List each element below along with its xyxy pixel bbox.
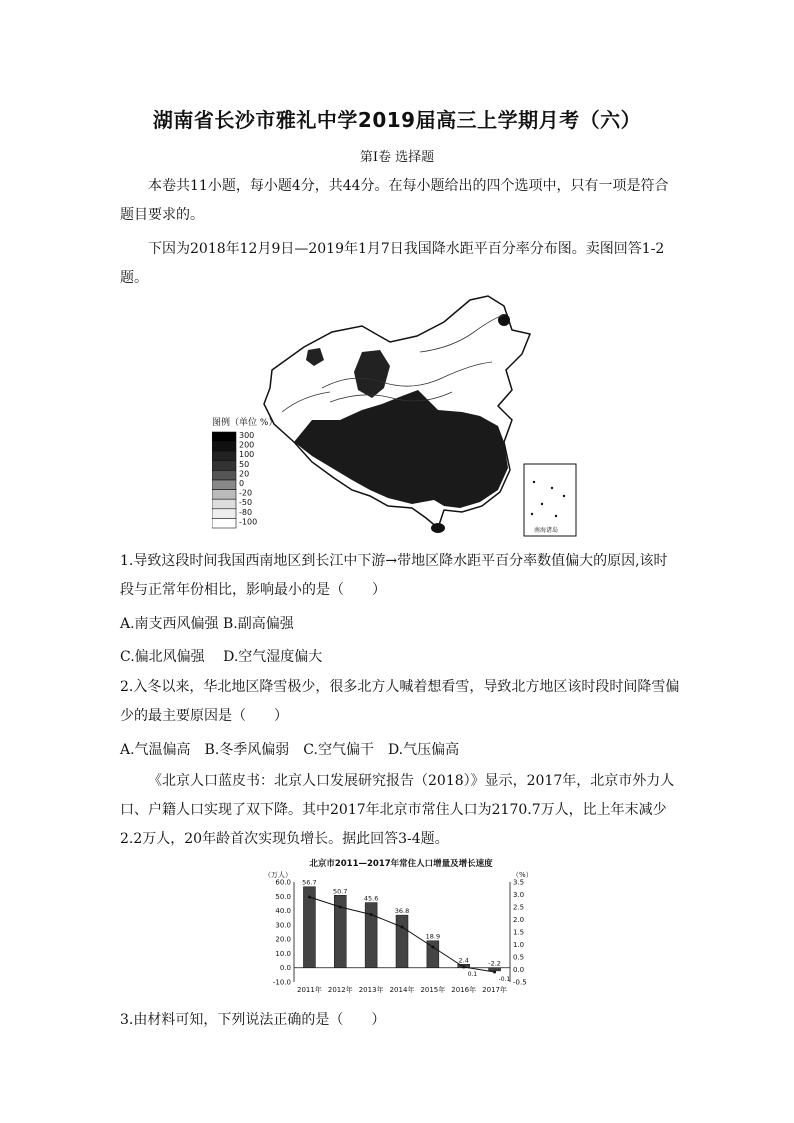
y-tick-right: 2.5 [513,903,525,912]
precipitation-map [212,292,580,538]
map-legend [212,416,277,528]
bar-2013年 [365,903,377,968]
y-axis-left-label: （万人） [264,871,292,879]
legend-swatch [212,470,236,480]
y-tick-right: 1.5 [513,928,525,937]
y-tick-left: 30.0 [275,921,291,930]
y-tick-right: 3.0 [513,891,525,899]
passage-beijing-population: 《北京人口蓝皮书：北京人口发展研究报告（2018）》显示，2017年，北京市外力人口、户籍人口实现了双下降。其中2017年北京市常住人口为2170.7万人，比上年末减少2.2万人，20年龄首次实现负增长。据此回答3-4题。 [120,773,675,847]
x-tick: 2012年 [327,986,353,994]
x-tick: 2015年 [420,986,446,994]
intro-text: 本卷共11小题，每小题4分，共44分。在每小题给出的四个选项中，只有一项是符合题目要求的。 [120,178,669,223]
legend-swatch [212,480,236,490]
question-1-stem: 1.导致这段时间我国西南地区到长江中下游→带地区降水距平百分率数值偏大的原因,该时段与正常年份相比，影响最小的是（ ） [120,553,668,598]
y-tick-right: 2.0 [513,916,525,924]
bar-label: 18.9 [425,932,441,941]
legend-swatch [212,509,236,519]
y-tick-right: 0.0 [513,966,525,974]
legend-swatch [212,432,236,442]
precipitation-map-figure [212,292,580,538]
bar-label: 45.6 [363,894,379,903]
y-tick-left: 20.0 [275,935,291,944]
bar-2014年 [396,915,408,968]
passage-precipitation: 下因为2018年12月9日—2019年1月7日我国降水距平百分率分布图。卖图回答1-2题。 [120,241,665,286]
y-tick-left: 60.0 [275,878,291,887]
question-3-stem: 3.由材料可知，下列说法正确的是（ ） [120,1012,386,1028]
legend-value: -50 [239,498,253,508]
y-tick-right: 3.5 [513,878,525,887]
legend-value: 300 [239,431,255,440]
y-tick-right: 0.5 [513,953,525,962]
page-title: 湖南省长沙市雅礼中学2019届高三上学期月考（六） [152,108,642,132]
question-2-options: A.气温偏高 B.冬季风偏弱 C.空气偏干 D.气压偏高 [120,742,460,758]
growth-rate-label: 0.1 [467,971,478,978]
legend-title: 图例（单位 %） [212,418,278,428]
legend-swatch [212,451,236,461]
legend-value: -20 [239,488,253,498]
legend-value: -80 [239,507,253,517]
y-tick-left: 0.0 [279,964,291,973]
growth-rate-point [493,971,496,974]
growth-rate-point [431,946,434,949]
section-title: 第Ⅰ卷 选择题 [359,150,435,165]
legend-swatch [212,490,236,500]
south-china-sea-inset [524,464,576,536]
anomaly-spot [498,314,510,326]
legend-value: -100 [239,517,258,527]
y-tick-right: 1.0 [513,941,525,949]
growth-rate-point [339,906,342,909]
x-tick: 2011年 [297,986,322,994]
bar-label: -2.2 [488,959,501,968]
y-tick-left: 50.0 [275,892,291,901]
x-tick: 2014年 [389,986,415,994]
legend-value: 20 [239,469,250,479]
question-1-options-ab: A.南支西风偏强 B.副高偏强 [120,616,294,632]
bar-label: 56.7 [302,878,317,887]
legend-value: 200 [239,440,255,450]
population-chart-figure [262,856,540,998]
chart-title: 北京市2011—2017年常住人口增量及增长速度 [309,859,493,869]
growth-rate-point [308,896,311,899]
y-tick-left: 10.0 [275,949,291,958]
growth-rate-point [370,913,373,916]
legend-value: 50 [239,459,250,469]
y-tick-right: -0.5 [513,978,527,987]
growth-rate-point [462,966,465,969]
growth-rate-label: -0.1 [498,976,511,983]
legend-value: 0 [239,479,245,488]
population-chart [262,856,540,998]
bar-2017年 [489,968,501,971]
bar-label: 2.4 [458,956,469,965]
growth-rate-point [401,926,404,929]
inset-label: 南海诸岛 [534,527,559,534]
y-axis-right-label: （%） [512,871,533,879]
question-1-options-cd: C.偏北风偏强 D.空气湿度偏大 [120,649,323,665]
x-tick: 2013年 [358,986,384,994]
question-2-stem: 2.入冬以来，华北地区降雪极少，很多北方人喊着想看雪，导致北方地区该时段时间降雪偏少的最主要原因是（ ） [120,679,680,724]
y-tick-left: -10.0 [272,978,291,987]
bar-label: 36.8 [394,907,410,916]
x-tick: 2016年 [451,986,477,994]
legend-swatch [212,499,236,509]
bar-label: 50.7 [333,887,348,896]
legend-swatch [212,461,236,471]
y-tick-left: 40.0 [275,907,291,916]
legend-swatch [212,442,236,452]
legend-swatch [212,518,236,528]
x-tick: 2017年 [482,986,507,994]
legend-value: 100 [239,450,255,460]
